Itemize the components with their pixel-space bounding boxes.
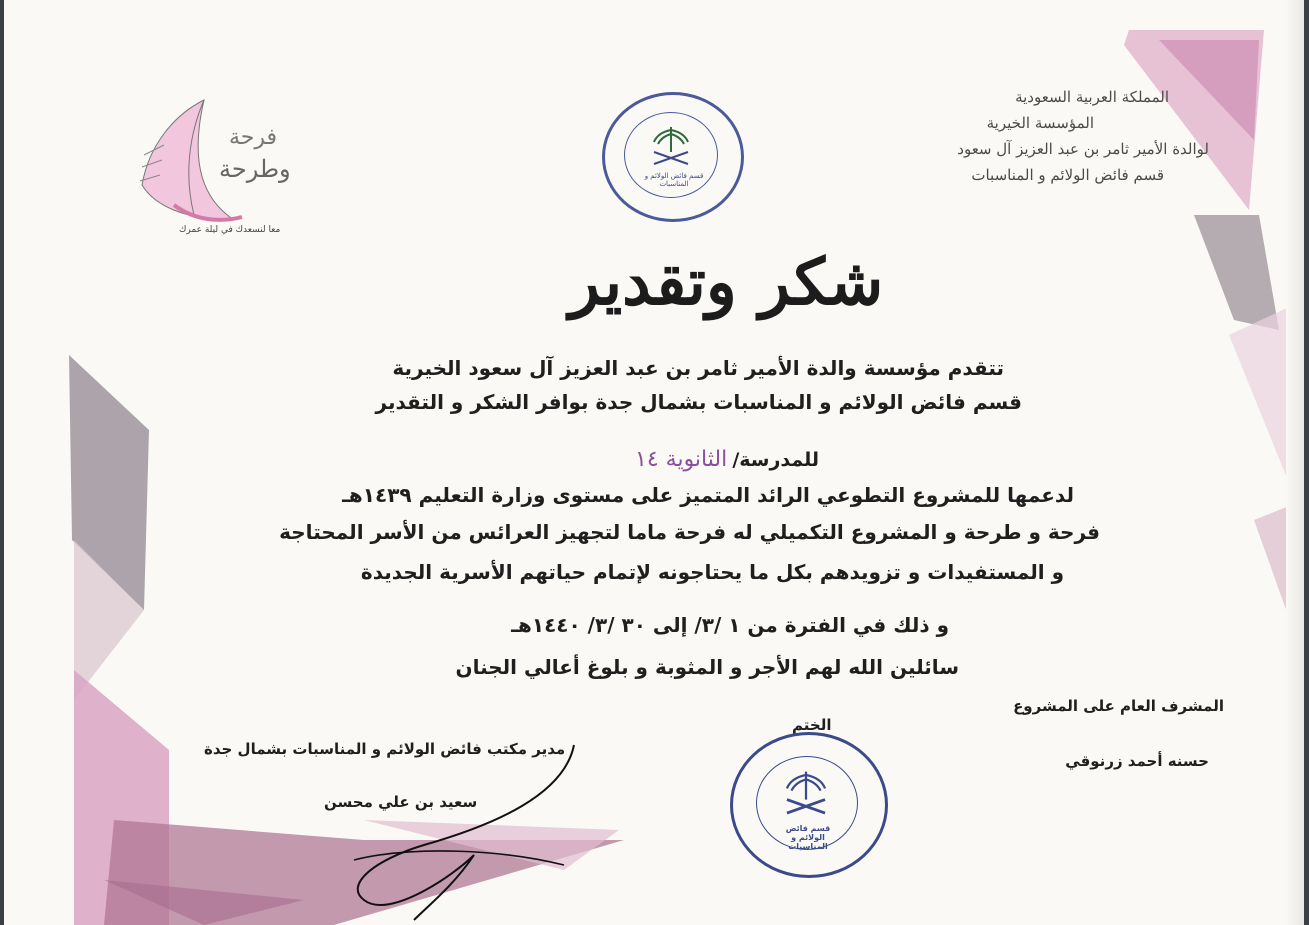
header-foundation-owner: لوالدة الأمير ثامر بن عبد العزيز آل سعود [957, 140, 1209, 158]
body-line-4: لدعمها للمشروع التطوعي الرائد المتميز على مستوى وزارة التعليم ١٤٣٩هـ [342, 483, 1074, 507]
foundation-seal-bottom [730, 732, 890, 882]
supervisor-title: المشرف العام على المشروع [1013, 697, 1224, 715]
palm-swords-emblem-icon [778, 766, 834, 822]
handwritten-signature [334, 735, 594, 925]
body-line-6: و المستفيدات و تزويدهم بكل ما يحتاجونه لإتمام حياتهم الأسرية الجديدة [360, 560, 1064, 584]
body-line-8: سائلين الله لهم الأجر و المثوبة و بلوغ أعالي الجنان [455, 655, 959, 679]
header-country: المملكة العربية السعودية [1015, 88, 1169, 106]
seal-bottom-inner-text: قسم فائض الولائم و المناسبات [785, 824, 831, 851]
manager-title: مدير مكتب فائض الولائم و المناسبات بشمال جدة [204, 740, 566, 758]
body-line-2: قسم فائض الولائم و المناسبات بشمال جدة بوافر الشكر و التقدير [375, 390, 1022, 414]
supervisor-name: حسنه أحمد زرنوقي [1065, 752, 1209, 770]
logo-name-line2: وطرحة [219, 155, 291, 183]
manager-name: سعيد بن علي محسن [324, 793, 478, 811]
logo-name-line1: فرحة [229, 125, 278, 150]
stamp-label: الختم [792, 716, 832, 734]
school-line [635, 447, 819, 472]
body-line-5: فرحة و طرحة و المشروع التكميلي له فرحة ماما لتجهيز العرائس من الأسر المحتاجة [279, 520, 1100, 544]
header-department: قسم فائض الولائم و المناسبات [971, 166, 1164, 184]
school-label: للمدرسة/ [732, 449, 819, 471]
school-name: الثانوية ١٤ [635, 447, 728, 472]
foundation-seal-top [602, 92, 744, 222]
farha-logo [134, 95, 334, 245]
palm-swords-emblem-icon [646, 122, 696, 172]
seal-top-inner-text: قسم فائض الولائم و المناسبات [644, 172, 704, 188]
body-line-7: و ذلك في الفترة من ١ /٣/ إلى ٣٠ /٣/ ١٤٤٠هـ [511, 613, 949, 637]
paper-edge-shadow [1286, 0, 1304, 925]
logo-tagline: معا لنسعدك في ليلة عمرك [179, 225, 281, 235]
certificate-title: شكر وتقدير [569, 245, 884, 320]
certificate-paper [4, 0, 1304, 925]
header-foundation: المؤسسة الخيرية [986, 114, 1094, 132]
body-line-1: تتقدم مؤسسة والدة الأمير ثامر بن عبد العزيز آل سعود الخيرية [392, 356, 1004, 380]
